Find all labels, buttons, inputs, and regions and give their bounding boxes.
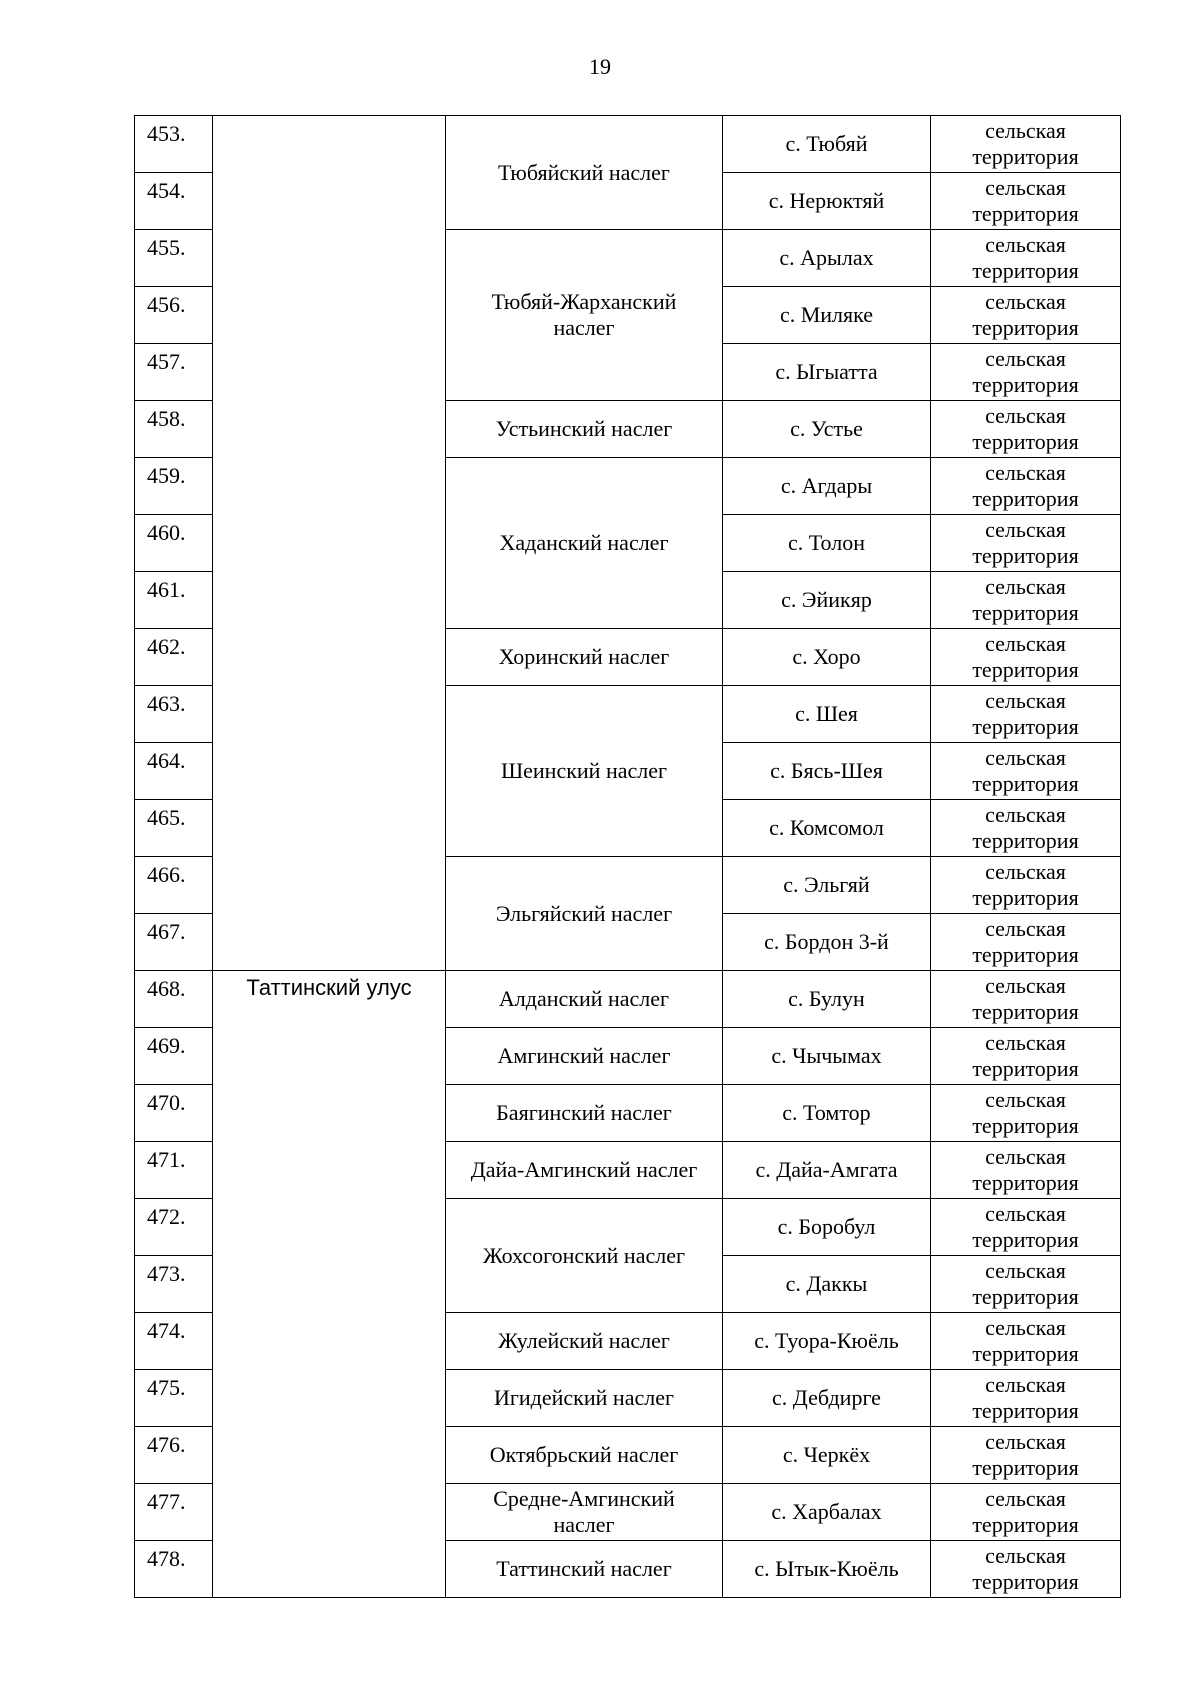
territory-type-cell xyxy=(931,1313,1121,1370)
territory-type-line1: сельская xyxy=(985,1144,1066,1169)
territory-type-line2: территория xyxy=(972,258,1079,283)
territory-type-line1: сельская xyxy=(985,1315,1066,1340)
row-number: 476. xyxy=(135,1427,213,1484)
territory-type-line2: территория xyxy=(972,543,1079,568)
row-number: 468. xyxy=(135,971,213,1028)
territory-type-line2: территория xyxy=(972,1284,1079,1309)
settlement-cell: с. Дебдирге xyxy=(723,1370,931,1427)
nasleg-name: Октябрьский наслег xyxy=(489,1442,679,1467)
territory-type-cell xyxy=(931,629,1121,686)
territory-type-line1: сельская xyxy=(985,1258,1066,1283)
territory-type-line1: сельская xyxy=(985,232,1066,257)
territory-type-line2: территория xyxy=(972,999,1079,1024)
settlement-cell: с. Ытык-Кюёль xyxy=(723,1541,931,1598)
settlement-cell: с. Черкёх xyxy=(723,1427,931,1484)
settlement-cell: с. Хоро xyxy=(723,629,931,686)
territory-type-line2: территория xyxy=(972,1170,1079,1195)
nasleg-name: Алданский наслег xyxy=(498,986,670,1011)
row-number: 477. xyxy=(135,1484,213,1541)
nasleg-name: Тюбяй-Жарханский xyxy=(491,289,677,314)
settlement-cell: с. Чычымах xyxy=(723,1028,931,1085)
territory-type-cell xyxy=(931,1199,1121,1256)
nasleg-name: Тюбяйский наслег xyxy=(498,159,670,185)
territory-type-line2: территория xyxy=(972,1398,1079,1423)
territory-type-cell xyxy=(931,572,1121,629)
territory-type-line2: территория xyxy=(972,828,1079,853)
nasleg-name: Эльгяйский наслег xyxy=(495,900,673,926)
territory-type-cell xyxy=(931,1427,1121,1484)
territory-type-cell xyxy=(931,686,1121,743)
settlement-cell: с. Комсомол xyxy=(723,800,931,857)
settlement-cell: с. Булун xyxy=(723,971,931,1028)
row-number: 478. xyxy=(135,1541,213,1598)
territory-type-line1: сельская xyxy=(985,1030,1066,1055)
territory-type-line2: территория xyxy=(972,486,1079,511)
territory-type-line1: сельская xyxy=(985,1486,1066,1511)
nasleg-name: Игидейский наслег xyxy=(494,1385,674,1410)
territory-type-cell xyxy=(931,743,1121,800)
territory-type-line2: территория xyxy=(972,1113,1079,1138)
territory-type-line1: сельская xyxy=(985,1429,1066,1454)
territory-type-line1: сельская xyxy=(985,631,1066,656)
territory-type-cell xyxy=(931,800,1121,857)
territory-type-cell xyxy=(931,1484,1121,1541)
territory-type-line2: территория xyxy=(972,372,1079,397)
settlement-cell: с. Миляке xyxy=(723,287,931,344)
row-number: 472. xyxy=(135,1199,213,1256)
territory-type-cell xyxy=(931,230,1121,287)
settlement-cell: с. Арылах xyxy=(723,230,931,287)
settlement-cell: с. Даккы xyxy=(723,1256,931,1313)
territory-type-line2: территория xyxy=(972,1569,1079,1594)
row-number: 463. xyxy=(135,686,213,743)
nasleg-name: Таттинский наслег xyxy=(496,1556,672,1581)
territory-type-line2: территория xyxy=(972,1455,1079,1480)
nasleg-cell xyxy=(446,1370,723,1427)
nasleg-name: Жохсогонский наслег xyxy=(483,1242,685,1268)
settlement-cell: с. Толон xyxy=(723,515,931,572)
row-number: 461. xyxy=(135,572,213,629)
territory-type-line1: сельская xyxy=(985,859,1066,884)
territory-type-line1: сельская xyxy=(985,973,1066,998)
territory-type-line2: территория xyxy=(972,885,1079,910)
nasleg-cell xyxy=(446,1541,723,1598)
territory-type-line1: сельская xyxy=(985,346,1066,371)
territory-type-line2: территория xyxy=(972,771,1079,796)
nasleg-cell xyxy=(446,458,723,629)
row-number: 470. xyxy=(135,1085,213,1142)
nasleg-name-line2: наслег xyxy=(553,315,615,340)
territory-type-cell xyxy=(931,401,1121,458)
territory-type-cell xyxy=(931,116,1121,173)
row-number: 466. xyxy=(135,857,213,914)
territory-type-line1: сельская xyxy=(985,289,1066,314)
row-number: 460. xyxy=(135,515,213,572)
row-number: 473. xyxy=(135,1256,213,1313)
settlement-cell: с. Нерюктяй xyxy=(723,173,931,230)
row-number: 456. xyxy=(135,287,213,344)
nasleg-name-line2: наслег xyxy=(553,1512,615,1537)
settlement-cell: с. Бордон 3-й xyxy=(723,914,931,971)
territory-type-line1: сельская xyxy=(985,517,1066,542)
district-cell: Таттинский улус xyxy=(213,971,446,1598)
nasleg-cell xyxy=(446,686,723,857)
settlement-cell: с. Агдары xyxy=(723,458,931,515)
nasleg-cell xyxy=(446,116,723,230)
district-cell xyxy=(213,116,446,971)
territory-type-line1: сельская xyxy=(985,802,1066,827)
territory-type-line1: сельская xyxy=(985,1372,1066,1397)
territory-type-line1: сельская xyxy=(985,175,1066,200)
territory-type-cell xyxy=(931,1142,1121,1199)
nasleg-cell xyxy=(446,857,723,971)
territory-type-line2: территория xyxy=(972,429,1079,454)
nasleg-name: Амгинский наслег xyxy=(497,1043,671,1068)
settlement-registry-table xyxy=(134,115,1121,1598)
nasleg-name: Средне-Амгинский xyxy=(493,1486,675,1511)
page-number: 19 xyxy=(589,54,611,79)
nasleg-cell xyxy=(446,1085,723,1142)
nasleg-cell xyxy=(446,971,723,1028)
nasleg-cell xyxy=(446,1142,723,1199)
settlement-cell: с. Томтор xyxy=(723,1085,931,1142)
settlement-cell: с. Эльгяй xyxy=(723,857,931,914)
territory-type-cell xyxy=(931,344,1121,401)
settlement-cell: с. Устье xyxy=(723,401,931,458)
territory-type-line2: территория xyxy=(972,1056,1079,1081)
territory-type-line1: сельская xyxy=(985,1201,1066,1226)
nasleg-cell xyxy=(446,1313,723,1370)
row-number: 454. xyxy=(135,173,213,230)
territory-type-line2: территория xyxy=(972,1512,1079,1537)
territory-type-cell xyxy=(931,1370,1121,1427)
territory-type-line2: территория xyxy=(972,1227,1079,1252)
territory-type-cell xyxy=(931,971,1121,1028)
nasleg-name: Дайа-Амгинский наслег xyxy=(470,1157,698,1182)
territory-type-line2: территория xyxy=(972,1341,1079,1366)
nasleg-name: Баягинский наслег xyxy=(496,1100,672,1125)
nasleg-cell xyxy=(446,1484,723,1541)
territory-type-cell xyxy=(931,287,1121,344)
settlement-cell: с. Ыгыатта xyxy=(723,344,931,401)
row-number: 474. xyxy=(135,1313,213,1370)
settlement-cell: с. Туора-Кюёль xyxy=(723,1313,931,1370)
row-number: 462. xyxy=(135,629,213,686)
territory-type-line1: сельская xyxy=(985,916,1066,941)
row-number: 465. xyxy=(135,800,213,857)
row-number: 459. xyxy=(135,458,213,515)
row-number: 453. xyxy=(135,116,213,173)
territory-type-cell xyxy=(931,458,1121,515)
settlement-cell: с. Тюбяй xyxy=(723,116,931,173)
territory-type-line1: сельская xyxy=(985,1543,1066,1568)
territory-type-line2: территория xyxy=(972,201,1079,226)
row-number: 455. xyxy=(135,230,213,287)
settlement-cell: с. Харбалах xyxy=(723,1484,931,1541)
territory-type-line2: территория xyxy=(972,315,1079,340)
settlement-cell: с. Бясь-Шея xyxy=(723,743,931,800)
nasleg-name: Шеинский наслег xyxy=(500,758,668,783)
territory-type-line2: территория xyxy=(972,657,1079,682)
territory-type-line1: сельская xyxy=(985,460,1066,485)
territory-type-line1: сельская xyxy=(985,118,1066,143)
territory-type-cell xyxy=(931,1541,1121,1598)
territory-type-cell xyxy=(931,173,1121,230)
settlement-cell: с. Шея xyxy=(723,686,931,743)
territory-type-line1: сельская xyxy=(985,745,1066,770)
nasleg-name: Жулейский наслег xyxy=(498,1328,670,1353)
row-number: 471. xyxy=(135,1142,213,1199)
territory-type-cell xyxy=(931,1085,1121,1142)
territory-type-line1: сельская xyxy=(985,688,1066,713)
nasleg-name: Хоринский наслег xyxy=(498,644,670,669)
territory-type-line2: территория xyxy=(972,600,1079,625)
territory-type-line1: сельская xyxy=(985,403,1066,428)
nasleg-cell xyxy=(446,1028,723,1085)
territory-type-line1: сельская xyxy=(985,574,1066,599)
table-row xyxy=(135,971,1121,1028)
table-row xyxy=(135,116,1121,173)
settlement-cell: с. Боробул xyxy=(723,1199,931,1256)
territory-type-cell xyxy=(931,1028,1121,1085)
row-number: 464. xyxy=(135,743,213,800)
settlement-cell: с. Дайа-Амгата xyxy=(723,1142,931,1199)
nasleg-cell xyxy=(446,1427,723,1484)
row-number: 458. xyxy=(135,401,213,458)
nasleg-cell xyxy=(446,401,723,458)
nasleg-cell xyxy=(446,629,723,686)
row-number: 475. xyxy=(135,1370,213,1427)
nasleg-cell xyxy=(446,230,723,401)
territory-type-line2: территория xyxy=(972,714,1079,739)
territory-type-line1: сельская xyxy=(985,1087,1066,1112)
territory-type-cell xyxy=(931,1256,1121,1313)
territory-type-cell xyxy=(931,914,1121,971)
nasleg-cell xyxy=(446,1199,723,1313)
nasleg-name: Устьинский наслег xyxy=(495,416,673,441)
settlement-cell: с. Эйикяр xyxy=(723,572,931,629)
territory-type-cell xyxy=(931,515,1121,572)
nasleg-name: Хаданский наслег xyxy=(499,530,669,555)
territory-type-cell xyxy=(931,857,1121,914)
territory-type-line2: территория xyxy=(972,144,1079,169)
row-number: 467. xyxy=(135,914,213,971)
row-number: 457. xyxy=(135,344,213,401)
territory-type-line2: территория xyxy=(972,942,1079,967)
row-number: 469. xyxy=(135,1028,213,1085)
